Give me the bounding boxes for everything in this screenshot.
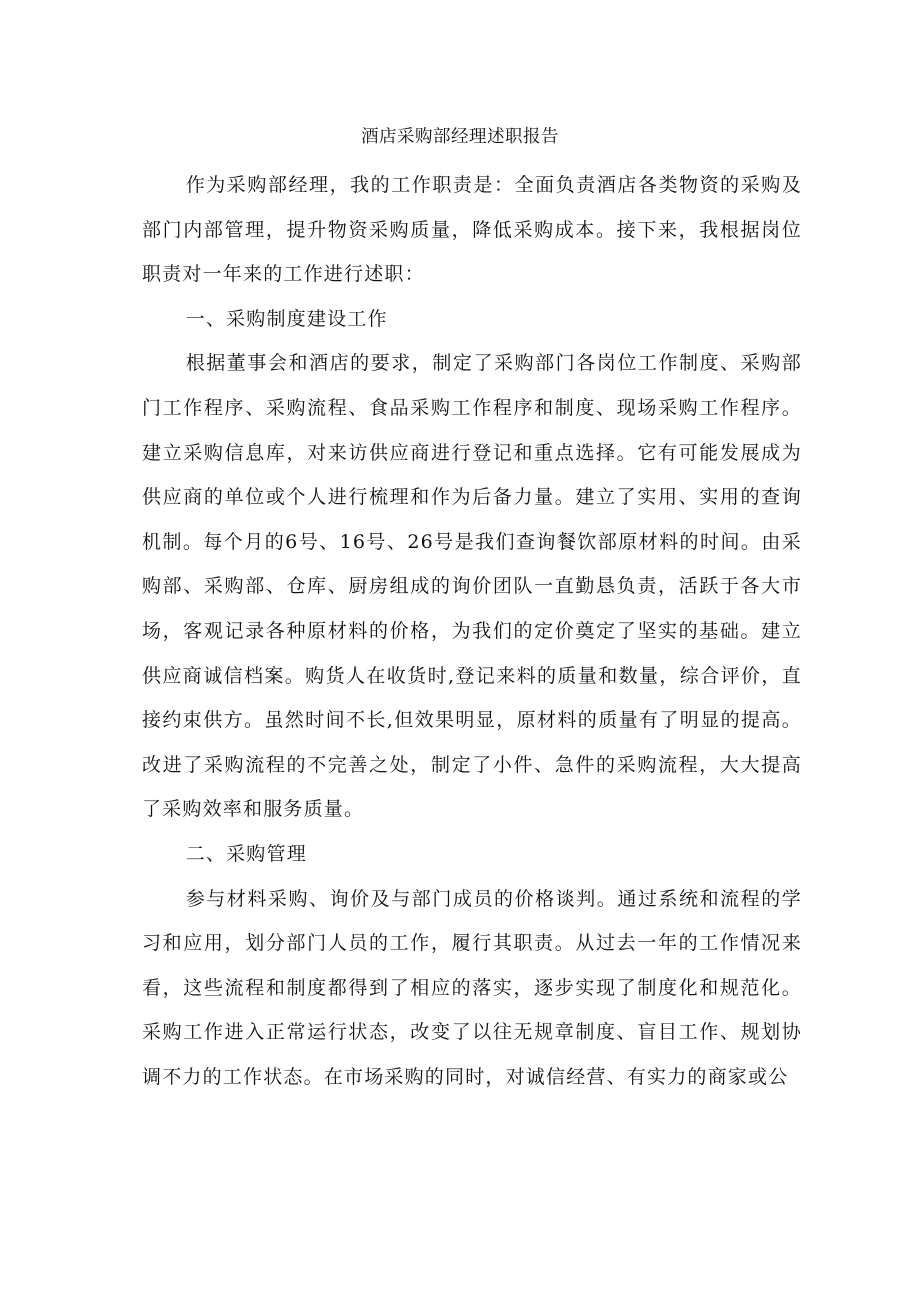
section-heading-2: 二、采购管理 bbox=[185, 842, 307, 865]
document-title: 酒店采购部经理述职报告 bbox=[361, 127, 559, 147]
intro-paragraph: 作为采购部经理，我的工作职责是：全面负责酒店各类物资的采购及部门内部管理，提升物资采购质量，降低采购成本。接下来，我根据岗位职责对一年来的工作进行述职： bbox=[142, 174, 802, 286]
section-1-paragraph: 根据董事会和酒店的要求，制定了采购部门各岗位工作制度、采购部门工作程序、采购流程、食品采购工作程序和制度、现场采购工作程序。建立采购信息库，对来访供应商进行登记和重点选择。它有可能发展成为供应商的单位或个人进行梳理和作为后备力量。建立了实用、实用的查询机制。每个月的6号、16号、26号是我们查询餐饮部原材料的时间。由采购部、采购部、仓库、厨房组成的询价团队一直勤恳负责，活跃于各大市场，客观记录各种原材料的价格，为我们的定价奠定了坚实的基础。建立供应商诚信档案。购货人在收货时,登记来料的质量和数量，综合评价，直接约束供方。虽然时间不长,但效果明显，原材料的质量有了明显的提高。改进了采购流程的不完善之处，制定了小件、急件的采购流程，大大提高了采购效率和服务质量。 bbox=[142, 352, 802, 821]
section-heading-1: 一、采购制度建设工作 bbox=[185, 307, 388, 330]
document-body bbox=[142, 163, 802, 1099]
section-2-paragraph: 参与材料采购、询价及与部门成员的价格谈判。通过系统和流程的学习和应用，划分部门人员的工作，履行其职责。从过去一年的工作情况来看，这些流程和制度都得到了相应的落实，逐步实现了制度化和规范化。采购工作进入正常运行状态，改变了以往无规章制度、盲目工作、规划协调不力的工作状态。在市场采购的同时，对诚信经营、有实力的商家或公 bbox=[142, 887, 802, 1088]
